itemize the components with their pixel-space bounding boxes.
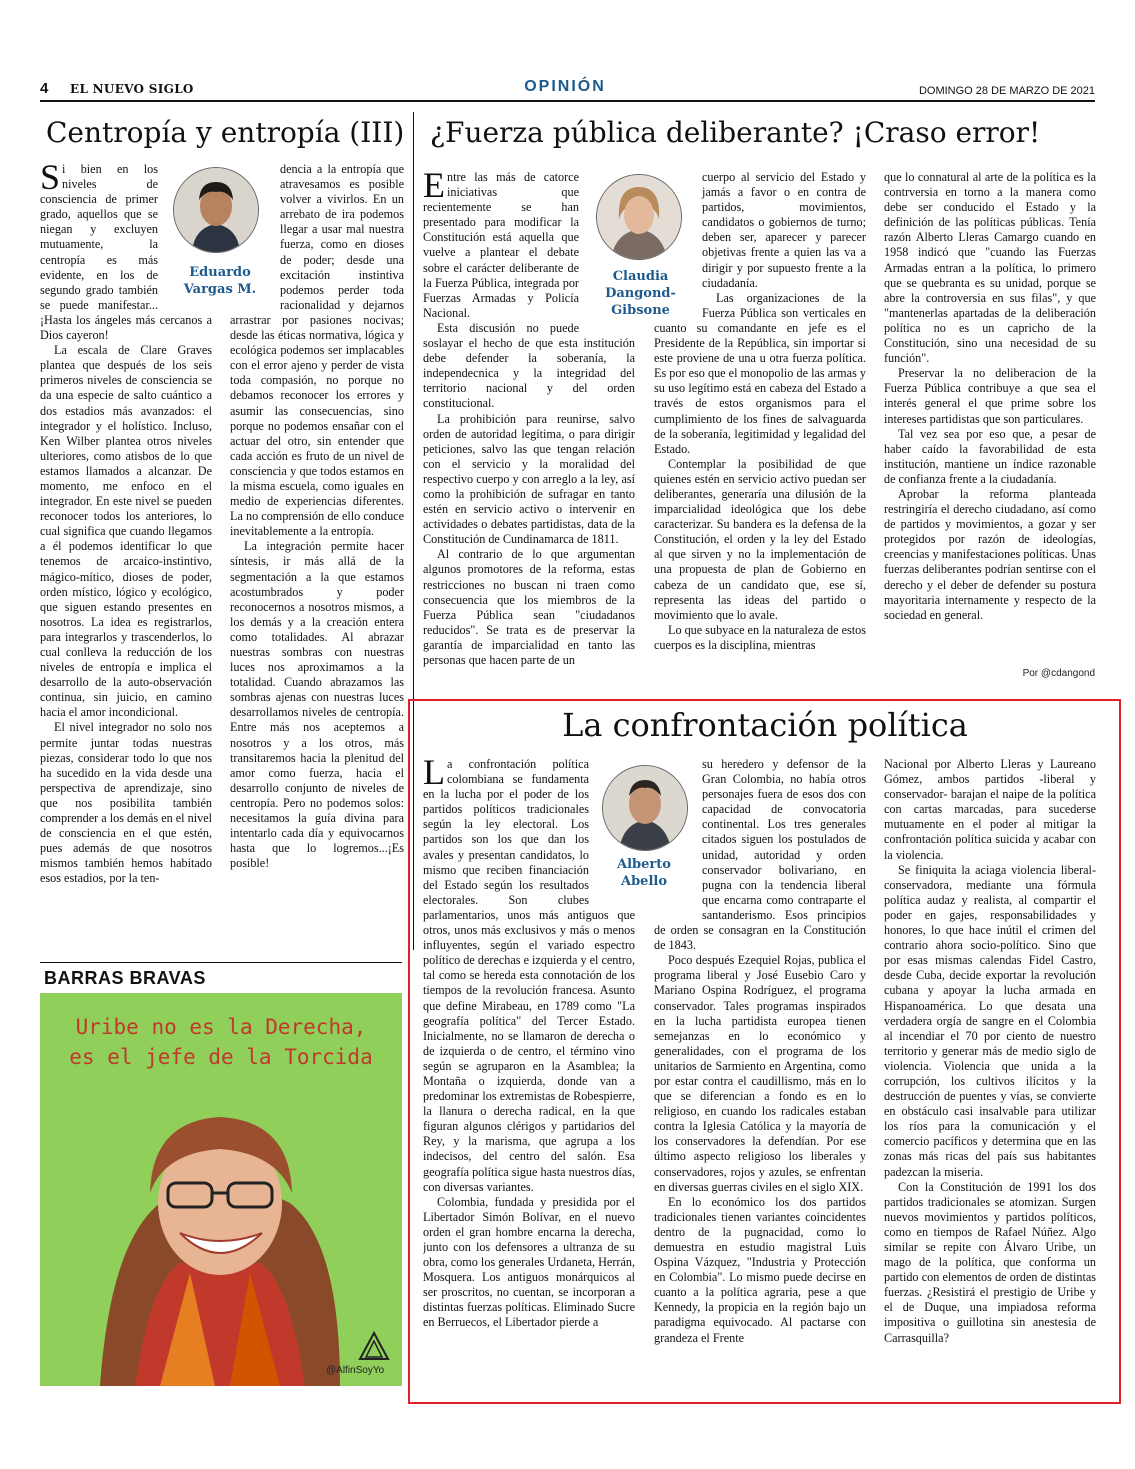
masthead-rule bbox=[40, 100, 1095, 102]
drop-cap: E bbox=[423, 170, 445, 205]
article-paragraph: Entre las más de catorce iniciativas que recientemente se han presentado para modificar la Constitución está aquella que vuelve a plantear el debate sobre el carácter deliberante de la Fuerza Pública, integrada por Fuerzas Armadas y Policía Nacional. bbox=[423, 170, 579, 320]
article-paragraph: Al contrario de lo que argumentan algunos promotores de la reforma, estas restricciones no buscan ni traen como consecuencia que los miembros de la Fuerza Pública sean "ciudadanos reducidos". Se trata es de preservar la garantía de imparcialidad en tanto las personas que hacen parte de un bbox=[423, 547, 635, 667]
paper-name: EL NUEVO SIGLO bbox=[70, 82, 194, 96]
section-title: OPINIÓN bbox=[524, 78, 606, 95]
article-paragraph: Las organizaciones de la Fuerza Pública son verticales en cuanto su comandante en jefe es el Presidente de la República, sin importar si este proviene de una u otra fuerza política. Es por eso que el monopolio de las armas y su uso legítimo está en cabeza del Estado a través de estos organismos para el cumplimiento de los fines de salvaguarda de la soberanía, legitimidad y legalidad del Estado. bbox=[654, 290, 866, 456]
article2-column-1 bbox=[423, 170, 635, 686]
article-paragraph: Con la Constitución de 1991 los dos partidos tradicionales se atomizan. Surgen nuevos movimientos y partidos políticos, como en tiempos de Rafael Núñez. Algo similar se repite con Álvaro Uribe, un mago de la política, que conforma un partido con elementos de orden de distintas fuerzas. ¿Resistirá el prestigio de Uribe y el de Duque, una impiadosa reforma impositiva o guillotina sin anestesia de Carrasquilla? bbox=[884, 1179, 1096, 1345]
article2-column-2 bbox=[654, 170, 866, 686]
drop-cap: L bbox=[423, 757, 445, 792]
article-paragraph: dencia a la entropía que atravesamos es posible volver a vivirlos. En un arrebato de ira podemos llegar a usar mal nuestra fuerza, como en dioses de poder; desde una excitación instintiva podemos perder toda racionalidad y dejarnos arrastrar por pasiones nocivas; desde las éticas normativa, lógica y ecológica podemos ser implacables con el error ajeno y perder de vista toda compasión, no porque no debamos reconocer los errores y asumir las consecuencias, sino porque no podemos ensañar con el actuar del otro, sin entender que cada acción es fruto de un nivel de consciencia y que todos estamos en la misma escuela, como iguales en medio de experiencias diferentes. La no comprensión de ello conduce inevitablemente a la entropía. bbox=[230, 162, 404, 539]
article-paragraph: su heredero y defensor de la Gran Colombia, no había otros personajes fuera de esos dos con capacidad de convocatoria continental. Los tres generales citados siguen los postulados de unidad, autoridad y orden conservador bolivariano, en pugna con la tendencia liberal que encarna como contraparte el santanderismo. Esos principios de orden se consagran en la Constitución de 1843. bbox=[654, 757, 866, 953]
cartoon-credit: @AlfinSoyYo bbox=[326, 1365, 385, 1376]
article3-column-1 bbox=[423, 757, 635, 1387]
author-name: Alberto Abello bbox=[617, 857, 671, 889]
article-paragraph: Nacional por Alberto Lleras y Laureano Gómez, ambos partidos -liberal y conservador- barajan el naipe de la política con cartas marcadas, para sucederse mutuamente en el poder al mitigar la confrontación política suicida y acabar con la violencia. bbox=[884, 757, 1096, 862]
cartoon-caption-line-1: Uribe no es la Derecha, bbox=[75, 1015, 367, 1039]
article-paragraph: La integración permite hacer síntesis, ir más allá de la segmentación a la que estamos acostumbrados y poder reconocernos a nosotros mismos, a los demás y a la creación entera como totalidades. Al abrazar nuestras sombras con nuestras luces nos aproximamos a la totalidad. Cuando abrazamos las sombras ajenas con nuestras luces desarrollamos niveles de centropía. Entre más nos aceptemos a nosotros y a los otros, más transitaremos hacia la plenitud del amor como fuerza, hacia el desarrollo conjunto de niveles de centropía. Pero no podemos solos: necesitamos la guía divina para intentarlo cada día y equivocarnos hasta que lo logremos...¡Es posible! bbox=[230, 539, 404, 871]
cartoon-caption-line-2: es el jefe de la Torcida bbox=[69, 1045, 373, 1069]
author-name: Claudia Dangond-Gibsone bbox=[605, 269, 676, 318]
drop-cap: S bbox=[40, 162, 61, 197]
article-paragraph: Contemplar la posibilidad de que quienes estén en servicio activo puedan ser deliberantes, generaría una dilusión de la imparcialidad ideológica que los debe caracterizar. Su bandera es la defensa de la Constitución, el orden y la ley del Estado al que sirven y no la implementación de una propuesta de plan de Gobierno en cabeza de un candidato que, ese sí, representa las ideas del partido o movimiento que lo avale. bbox=[654, 456, 866, 622]
article1-column-1 bbox=[40, 162, 212, 952]
article-paragraph: La confrontación política colombiana se fundamenta en la lucha por el poder de los partidos políticos tradicionales según la ley electoral. Los partidos son los que dan los avales y presentan candidatos, lo mismo que reciben financiación del Estado según los resultados electorales. Son clubes parlamentarios, unos más antiguos que otros, unos más exclusivos y más o menos influyentes, según el variado espectro político de derechas e izquierda y el centro, tal como se hereda esta connotación de los tiempos de la revolución francesa. Asunto que define Mirabeau, en 1789 como "La geografía política" del Tercer Estado. Inicialmente, no se llamaron de derecha o de izquierda o de centro, el término vino según se agruparon en la Asamblea; la Montaña o izquierda, donde van a predominar los extremistas de Robespierre, la llanura o derecha radical, en la que figuran algunos clérigos y partidarios del Rey, y la marisma, que agrupa a los indecisos, del centro del salón. Esa geografía política sigue hasta nuestros días, con diversas variantes. bbox=[423, 757, 635, 1194]
cartoon-panel bbox=[40, 993, 402, 1386]
page-number: 4 bbox=[40, 80, 49, 97]
cartoon-illustration bbox=[40, 1073, 402, 1386]
article-paragraph: En lo económico los dos partidos tradicionales tienen variantes coincidentes dentro de la pugnacidad, como lo demuestra en estudio magistral Luis Ospina Vázquez, "Industria y Protección en Colombia". Lo mismo puede decirse en cuanto a la política agraria, pese a que Kennedy, la propicia en la región bajo un paradigma equivocado. Al pactarse con grandeza el Frente bbox=[654, 1194, 866, 1345]
article-paragraph: Se finiquita la aciaga violencia liberal-conservadora, mediante una fórmula política audaz y realista, al compartir el poder en gajes, responsabilidades y honores, lo que hace inútil el crimen del contrario ahora socio-político. Sino que por esas mismas calendas Fidel Castro, desde Cuba, decide exportar la revolución cubana y apoyar la lucha armada en Hispanoamérica. Lo que desata una verdadera orgía de sangre en el Colombia al incendiar el 70 por ciento de nuestro territorio y generar más de medio siglo de violencia. Violencia que unida a la corrupción, los cultivos ilícitos y la destrucción de puentes y vías, se convierte en obstáculo casi insalvable para utilizar los ríos para la comunicación y el comercio pacíficos y determina que en las zonas más ricas del país sus habitantes padezcan la miseria. bbox=[884, 862, 1096, 1179]
article3-title: La confrontación política bbox=[562, 706, 968, 744]
article-paragraph: Tal vez sea por eso que, a pesar de haber caído la favorabilidad de esta institución, mantiene un índice razonable de confianza frente a la ciudadanía. bbox=[884, 426, 1096, 486]
issue-date: DOMINGO 28 DE MARZO DE 2021 bbox=[918, 85, 1095, 97]
article1-title: Centropía y entropía (III) bbox=[46, 116, 405, 149]
article-paragraph: Poco después Ezequiel Rojas, publica el programa liberal y José Eusebio Caro y Mariano Ospina Rodríguez, el programa conservador. Tales programas inspirados en la lucha partidista europea tienen semejanzas en lo económico y generalidades, con el programa de los unitarios de Sarmiento en Argentina, como por estar contra el caudillismo, más en lo que se diferencian a fondo es en lo religioso, en cuando los radicales estaban contra la Iglesia Católica y la mayoría de los conservadores la defendían. Por ese último aspecto religioso los liberales y conservadores, rojos y azules, se enfrentan en diversas guerras civiles en el siglo XIX. bbox=[654, 953, 866, 1194]
author-signature: Por @cdangond bbox=[1022, 668, 1095, 679]
article-paragraph: que lo connatural al arte de la política es la contrversia en torno a la manera como debe ser conducido el Estado y la definición de las políticas públicas. Tenía razón Alberto Lleras Camargo cuando en 1958 indicó que "cuando las Fuerzas Armadas entran a la política, lo primero que se quebranta es su unidad, porque se abre la controversia en sus filas", y que "mantenerlas apartadas de la deliberación política no es un capricho de la Constitución, sino una necesidad de su función". bbox=[884, 170, 1096, 366]
article-paragraph: Colombia, fundada y presidida por el Libertador Simón Bolívar, en el nuevo orden el gran hombre encarna la derecha, junto con los defensores a ultranza de su obra, como los generales Urdaneta, Herrán, Mosquera. Los antiguos monárquicos al ser proscritos, no cuentan, se incorporan a distintas fuerzas políticas. Eliminado Sucre en Berruecos, el Libertador pierde a bbox=[423, 1194, 635, 1330]
article-paragraph: Si bien en los niveles de consciencia de primer grado, aquellos que se niegan y excluyen mutuamente, la centropía es más evidente, en los de segundo grado también se puede manifestar... ¡Hasta los ángeles más cercanos a Dios cayeron! bbox=[40, 162, 212, 343]
article-paragraph: Esta discusión no puede soslayar el hecho de que esta institución debe defender la soberanía, la independecnica y la integridad del territorio nacional y del orden constitucional. bbox=[423, 320, 635, 411]
article1-column-2 bbox=[230, 162, 404, 952]
article-paragraph: cuerpo al servicio del Estado y jamás a favor o en contra de partidos, movimientos, candidatos o gobiernos de turno; deben ser, aparecer y parecer objetivas frente a quien las va a dirigir y por supuesto frente a la ciudadanía. bbox=[702, 170, 866, 290]
article3-column-3 bbox=[884, 757, 1096, 1387]
artist-logo-icon bbox=[358, 1331, 390, 1361]
article2-title: ¿Fuerza pública deliberante? ¡Craso error! bbox=[430, 116, 1041, 149]
article-paragraph: Preservar la no deliberacion de la Fuerza Pública contribuye a que sea el interés general el que prime sobre los intereses partidistas que son particulares. bbox=[884, 366, 1096, 426]
cartoon-section-title: BARRAS BRAVAS bbox=[44, 968, 206, 988]
article2-column-3 bbox=[884, 170, 1096, 670]
article-paragraph: Lo que subyace en la naturaleza de estos cuerpos es la disciplina, mientras bbox=[654, 622, 866, 652]
article-paragraph: La escala de Clare Graves plantea que después de los seis primeros niveles de consciencia se da una especie de salto cuántico a dos estadios más avanzados: el integrador y el holístico. Incluso, Ken Wilber plantea otros niveles ulteriores, como atisbos de lo que estamos llamados a alcanzar. De momento, me enfoco en el integrador. En este nivel se pueden reconocer todos los anteriores, lo cual significa que cuando llegamos a él podemos identificar lo que tenemos de arcaico-instintivo, mágico-mítico, dioses de poder, orden místico, lógico y ecológico, que siguen estando presentes en nosotros. La idea es registrarlos, para integrarlos y trascenderlos, lo cual conlleva la reducción de los niveles de entropía e implica el desarrollo de la auto-observación continua, sin juicio, en camino hacia el amor incondicional. bbox=[40, 343, 212, 720]
cartoon-rule bbox=[40, 962, 402, 963]
author-name: Eduardo Vargas M. bbox=[183, 265, 257, 297]
article-paragraph: La prohibición para reunirse, salvo orden de autoridad legítima, o para dirigir peticiones, salvo las que tengan relación con el servicio y la moralidad del respectivo cuerpo y con arreglo a la ley, así como la prohibición de sufragar en tanto estén en servicio activo o intervenir en actividades o debates partidistas, data de la Constitución de Cundinamarca de 1811. bbox=[423, 411, 635, 547]
article3-column-2 bbox=[654, 757, 866, 1387]
article-paragraph: Aprobar la reforma planteada restringiría el derecho ciudadano, así como de partidos y movimientos, a gozar y ser protegidos por razón de ideologías, creencias y manifestaciones políticas. Unas fuerzas deliberantes podrían sentirse con el derecho y el deber de defender su postura mayoritaria internamente y respecto de la sociedad en general. bbox=[884, 486, 1096, 622]
article-paragraph: El nivel integrador no solo nos permite juntar todas nuestras piezas, considerar todo lo que nos ha sucedido en la vida desde una perspectiva de aprendizaje, sino que nos posibilita también comprender a los demás en el nivel de consciencia en el que estén, pues además de que nosotros mismos también hemos habitado esos estadios, por la ten- bbox=[40, 720, 212, 886]
